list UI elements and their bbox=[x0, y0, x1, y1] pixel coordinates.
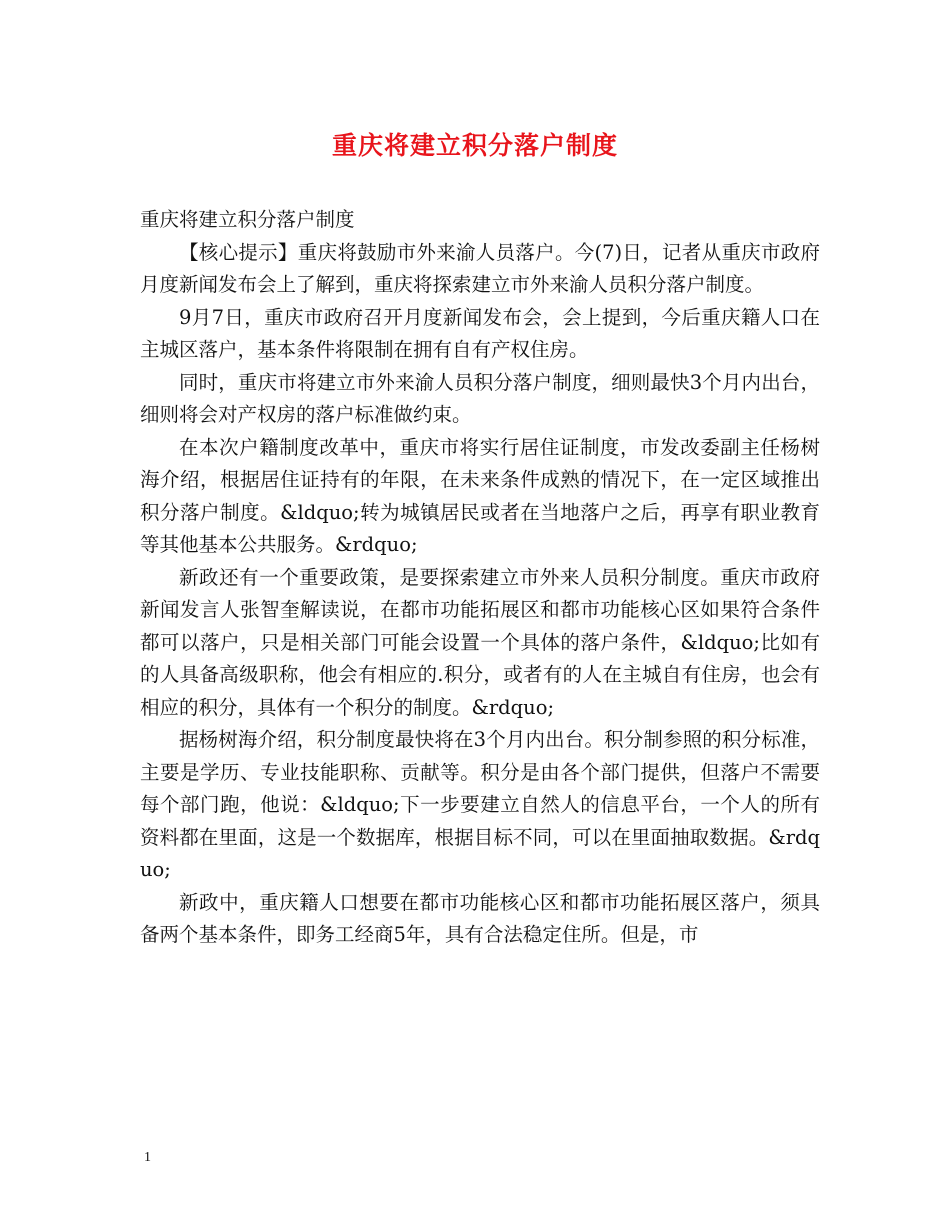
paragraph-points-rules: 同时，重庆市将建立市外来渝人员积分落户制度，细则最快3个月内出台，细则将会对产权房的落户标准做约束。 bbox=[140, 370, 820, 426]
paragraph-new-policy: 新政还有一个重要政策，是要探索建立市外来人员积分制度。重庆市政府新闻发言人张智奎解读说，在都市功能拓展区和都市功能核心区如果符合条件都可以落户，只是相关部门可能会设置一个具体的落户条件，&ldquo;比如有的人具备高级职称，他会有相应的.积分，或者有的人在主城自有住房，也会有相应的积分，具体有一个积分的制度。&rdquo; bbox=[140, 565, 820, 719]
page-number: 1 bbox=[144, 1150, 151, 1165]
paragraph-press-conference: 9月7日，重庆市政府召开月度新闻发布会，会上提到，今后重庆籍人口在主城区落户，基本条件将限制在拥有自有产权住房。 bbox=[140, 305, 820, 361]
document-subtitle: 重庆将建立积分落户制度 bbox=[140, 208, 355, 231]
document-title: 重庆将建立积分落户制度 bbox=[331, 131, 618, 160]
paragraph-points-standard: 据杨树海介绍，积分制度最快将在3个月内出台。积分制参照的积分标准，主要是学历、专业技能职称、贡献等。积分是由各个部门提供，但落户不需要每个部门跑，他说：&ldquo;下一步要建立自然人的信息平台，一个人的所有资料都在里面，这是一个数据库，根据目标不同，可以在里面抽取数据。&rdquo; bbox=[140, 728, 820, 881]
paragraph-residence-permit: 在本次户籍制度改革中，重庆市将实行居住证制度，市发改委副主任杨树海介绍，根据居住证持有的年限，在未来条件成熟的情况下，在一定区域推出积分落户制度。&ldquo;转为城镇居民或者在当地落户之后，再享有职业教育等其他基本公共服务。&rdquo; bbox=[140, 435, 820, 556]
paragraph-settlement-conditions: 新政中，重庆籍人口想要在都市功能核心区和都市功能拓展区落户，须具备两个基本条件，即务工经商5年，具有合法稳定住所。但是，市 bbox=[140, 890, 820, 946]
document-body bbox=[140, 204, 820, 952]
paragraph-core-tip: 【核心提示】重庆将鼓励市外来渝人员落户。今(7)日，记者从重庆市政府月度新闻发布会上了解到，重庆将探索建立市外来渝人员积分落户制度。 bbox=[140, 240, 820, 296]
